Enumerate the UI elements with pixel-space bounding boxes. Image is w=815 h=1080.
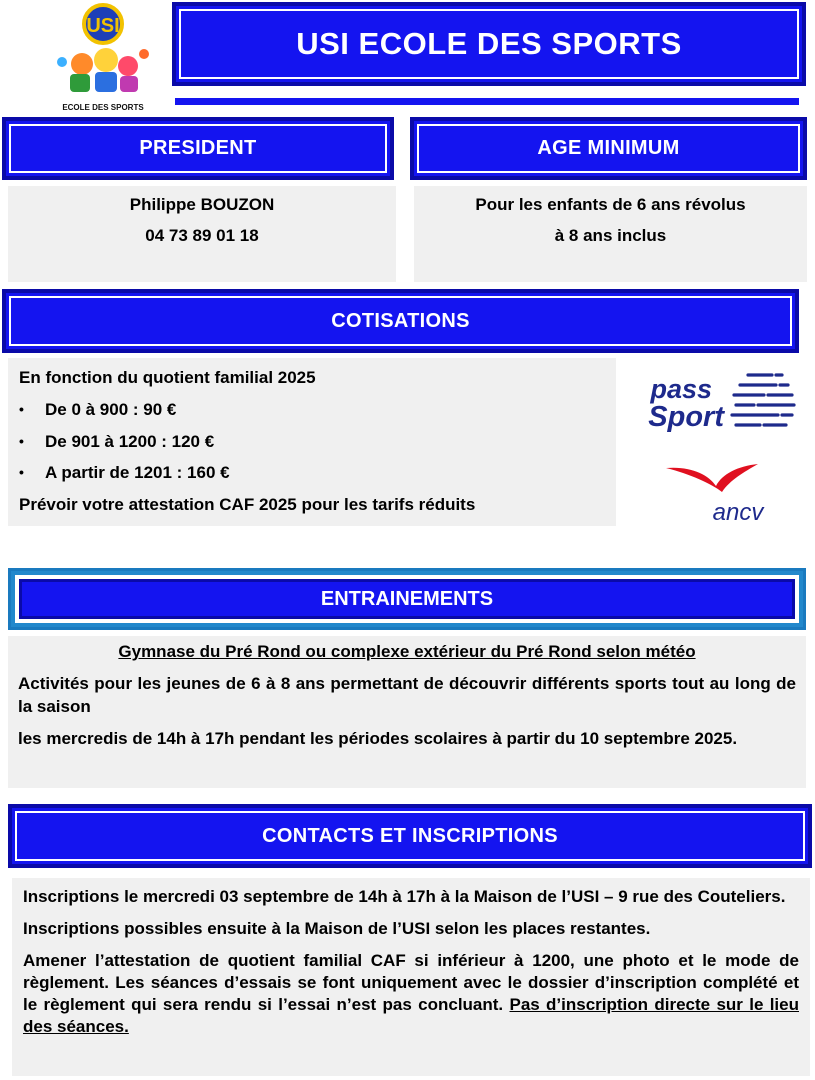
- contacts-header: [8, 804, 812, 868]
- price-tier: • A partir de 1201 : 160 €: [19, 457, 616, 489]
- age-heading: AGE MINIMUM: [417, 124, 800, 173]
- price-tier: • De 901 à 1200 : 120 €: [19, 426, 616, 458]
- age-header: [410, 117, 807, 180]
- title-banner: [172, 2, 806, 86]
- page-title: USI ECOLE DES SPORTS: [179, 9, 799, 79]
- age-panel: [414, 186, 807, 282]
- logo-badge: USI: [86, 15, 120, 37]
- logo-caption: ECOLE DES SPORTS: [62, 103, 144, 112]
- president-name: Philippe BOUZON: [129, 195, 275, 214]
- cotisations-header: [2, 289, 799, 353]
- president-header: [2, 117, 394, 180]
- pass-sport-logo: [636, 372, 798, 434]
- contacts-paragraph-1: Inscriptions le mercredi 03 septembre de 14h à 17h à la Maison de l’USI – 9 rue des Couteliers.: [23, 887, 786, 906]
- training-location: Gymnase du Pré Rond ou complexe extérieur du Pré Rond selon météo: [118, 642, 696, 661]
- pass-label: pass: [650, 374, 712, 404]
- entrainements-heading: ENTRAINEMENTS: [19, 579, 795, 619]
- sport-label: Sport: [648, 401, 724, 433]
- entrainements-header: [8, 568, 806, 630]
- contacts-paragraph-3: [23, 950, 799, 1038]
- cotisations-intro: En fonction du quotient familial 2025: [19, 368, 316, 387]
- usi-logo: [48, 2, 158, 114]
- training-activities: Activités pour les jeunes de 6 à 8 ans permettant de découvrir différents sports tout au long de la saison: [18, 674, 796, 716]
- ancv-logo: [660, 460, 772, 526]
- president-heading: PRESIDENT: [9, 124, 387, 173]
- title-underline: [175, 98, 799, 105]
- age-line-2: à 8 ans inclus: [554, 226, 667, 245]
- ancv-label: ancv: [712, 499, 764, 526]
- contacts-warning: Pas d’inscription directe sur le lieu des séances.: [23, 995, 799, 1036]
- contacts-panel: [12, 878, 810, 1076]
- cotisations-panel: [8, 358, 616, 526]
- age-line-1: Pour les enfants de 6 ans révolus: [475, 195, 746, 214]
- cotisations-note: Prévoir votre attestation CAF 2025 pour les tarifs réduits: [19, 495, 476, 515]
- contacts-paragraph-2: Inscriptions possibles ensuite à la Maison de l’USI selon les places restantes.: [23, 919, 651, 938]
- ancv-bird-icon: [666, 464, 758, 492]
- entrainements-panel: [8, 636, 806, 788]
- contacts-heading: CONTACTS ET INSCRIPTIONS: [15, 811, 805, 861]
- cotisations-heading: COTISATIONS: [9, 296, 792, 346]
- training-schedule: les mercredis de 14h à 17h pendant les périodes scolaires à partir du 10 septembre 2025.: [18, 729, 738, 748]
- president-panel: [8, 186, 396, 282]
- president-phone: 04 73 89 01 18: [145, 226, 259, 245]
- contacts-requirements: Amener l’attestation de quotient familial CAF si inférieur à 1200, une photo et le mode de règlement. Les séances d’essais se font uniquement avec le dossier d’inscription complété et le règlement qui sera rendu si l’essai n’est pas concluant.: [23, 951, 799, 1014]
- price-tier: • De 0 à 900 : 90 €: [19, 394, 616, 426]
